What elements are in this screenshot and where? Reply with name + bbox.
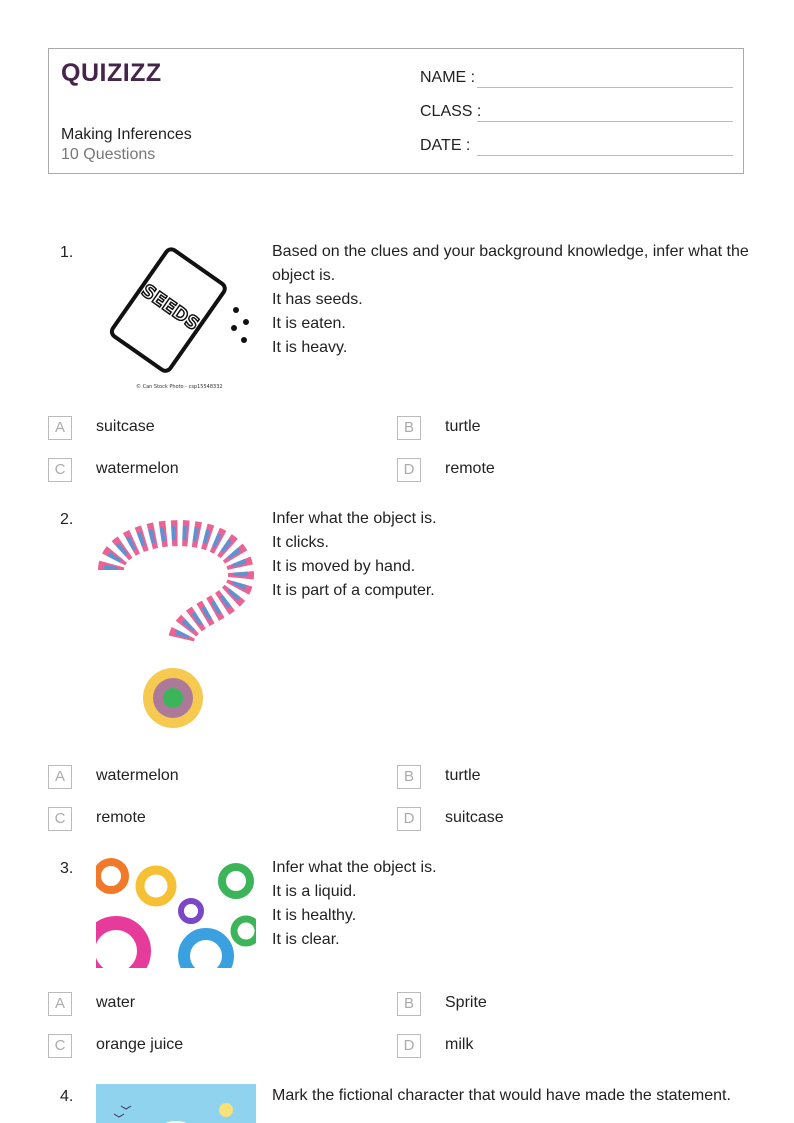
text-line: It is heavy. [272,339,348,356]
date-field[interactable] [420,137,470,155]
name-label: NAME : [420,69,476,86]
class-line [477,121,733,122]
option-letter: B [397,765,421,789]
text-line: It is moved by hand. [272,558,416,575]
text-line: It is a liquid. [272,883,357,900]
question-text [272,507,752,603]
option-letter: C [48,458,72,482]
question-mark-image [96,515,256,735]
name-line [477,87,733,88]
option-letter: D [397,1034,421,1058]
colorful-question-marks-image [96,856,256,968]
text-line: It is healthy. [272,907,357,924]
option-letter: C [48,807,72,831]
option-letter: A [48,765,72,789]
text-line: It has seeds. [272,291,363,308]
text-line: It clicks. [272,534,329,551]
text-line: Infer what the object is. [272,859,437,876]
question-text [272,856,752,952]
option-letter: B [397,992,421,1016]
date-label: DATE : [420,137,471,154]
option-letter: A [48,416,72,440]
option-text: water [96,994,136,1011]
class-label: CLASS : [420,103,482,120]
class-field[interactable] [420,103,481,121]
option-text: suitcase [96,418,155,435]
date-line [477,155,733,156]
text-line: Infer what the object is. [272,510,437,527]
seeds-label: SEEDS [137,280,203,336]
option-text: remote [445,460,495,477]
option-text: orange juice [96,1036,184,1053]
text-line: It is clear. [272,931,340,948]
option-text: watermelon [96,460,179,477]
option-letter: D [397,458,421,482]
text-line: Based on the clues and your background knowledge, infer what the object is. [272,243,749,284]
question-text [272,1084,752,1108]
question-number: 1. [60,244,74,261]
option-text: Sprite [445,994,487,1011]
option-letter: C [48,1034,72,1058]
text-line: Mark the fictional character that would have made the statement. [272,1087,731,1104]
quizizz-logo: QUIZIZZ [61,59,162,87]
name-field[interactable] [420,69,475,87]
option-text: suitcase [445,809,504,826]
option-letter: D [397,807,421,831]
worksheet-header [48,48,744,174]
option-letter: B [397,416,421,440]
question-number: 4. [60,1088,74,1105]
option-letter: A [48,992,72,1016]
question-count: 10 Questions [61,146,156,163]
seeds-packet-image [96,240,256,392]
option-text: watermelon [96,767,179,784]
worksheet-title: Making Inferences [61,126,192,143]
option-text: turtle [445,418,481,435]
question-number: 3. [60,860,74,877]
option-text: milk [445,1036,474,1053]
text-line: It is eaten. [272,315,346,332]
question-number: 2. [60,511,74,528]
option-text: remote [96,809,146,826]
text-line: It is part of a computer. [272,582,435,599]
question-text [272,240,752,360]
option-text: turtle [445,767,481,784]
sky-scene-image [96,1084,256,1123]
image-caption: © Can Stock Photo - csp15548332 [136,384,223,390]
